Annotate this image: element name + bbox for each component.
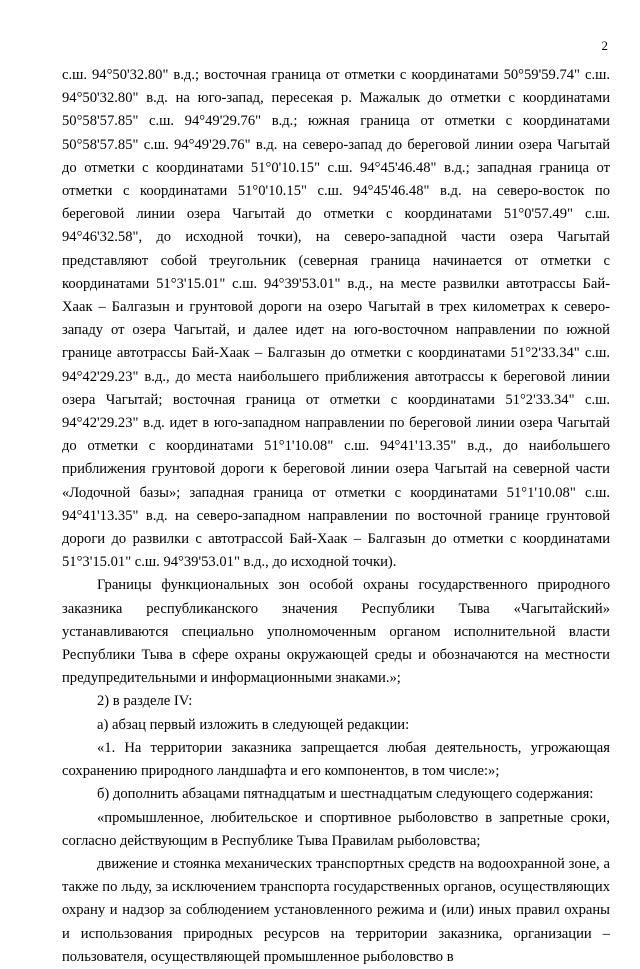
paragraph-add-abzatsy: б) дополнить абзацами пятнадцатым и шестнадцатым следующего содержания: bbox=[97, 786, 594, 803]
paragraph-amend-first: а) абзац первый изложить в следующей редакции: bbox=[97, 716, 410, 733]
paragraph-fishing: «промышленное, любительское и спортивное рыболовство в запретные сроки, согласно действующим в Республике Тыва Правилам рыболовства; bbox=[62, 809, 610, 849]
paragraph-zone-boundaries: Границы функциональных зон особой охраны государственного природного заказника республиканского значения Республики Тыва «Чагытайский» устанавливаются специально уполномоченным органом исполнительной власти Республики Тыва в сфере охраны окружающей среды и обозначаются на местности предупредительными и информационными знаками.»; bbox=[62, 577, 610, 687]
paragraph-boundaries-description: с.ш. 94°50'32.80" в.д.; восточная граница от отметки с координатами 50°59'59.74" с.ш. 94°50'32.80" в.д. на юго-запад, пересекая р. Мажалык до отметки с координатами 50°58'57.85" с.ш. 94°49'29.76" в.д.; южная граница от отметки с координатами 50°58'57.85" с.ш. 94°49'29.76" в.д. на северо-запад до береговой линии озера Чагытай до отметки с координатами 51°0'10.15" с.ш. 94°45'46.48" в.д.; западная граница от отметки с координатами 51°0'10.15" с.ш. 94°45'46.48" в.д. на северо-восток по береговой линии озера Чагытай до отметки с координатами 51°0'57.49" с.ш. 94°46'32.58", до исходной точки), на северо-западной части озера Чагытай представляют собой треугольник (северная граница начинается от отметки с координатами 51°3'15.01" с.ш. 94°39'53.01" в.д., на месте развилки автотрассы Бай-Хаак – Балгазын и грунтовой дороги на озеро Чагытай в трех километрах к северо-западу от озера Чагытай, и далее идет на юго-восточном направлении по южной границе автотрассы Бай-Хаак – Балгазын до отметки с координатами 51°2'33.34" с.ш. 94°42'29.23" в.д., до места наибольшего приближения автотрассы к береговой линии озера Чагытай; восточная граница от отметки с координатами 51°2'33.34" с.ш. 94°42'29.23" в.д. идет в юго-западном направлении по береговой линии озера Чагытай до отметки с координатами 51°1'10.08" с.ш. 94°41'13.35" в.д., до наибольшего приближения грунтовой дороги к береговой линии озера Чагытай на северной части «Лодочной базы»; западная граница от отметки с координатами 51°1'10.08" с.ш. 94°41'13.35" в.д. на северо-западном направлении по восточной границе грунтовой дороги до развилки с автотрассой Бай-Хаак – Балгазын до отметки с координатами 51°3'15.01" с.ш. 94°39'53.01" в.д., до исходной точки). bbox=[62, 67, 610, 571]
document-body bbox=[62, 64, 610, 969]
paragraph-vehicles: движение и стоянка механических транспортных средств на водоохранной зоне, а также по льду, за исключением транспорта государственных органов, осуществляющих охрану и надзор за соблюдением установленного режима и (или) иных правил охраны и использования природных ресурсов на территории заказника, организации – пользователя, осуществляющей промышленное рыболовство в bbox=[62, 855, 610, 965]
paragraph-prohibition: «1. На территории заказника запрещается любая деятельность, угрожающая сохранению природного ландшафта и его компонентов, в том числе:»; bbox=[62, 739, 610, 780]
paragraph-section-iv: 2) в разделе IV: bbox=[97, 693, 193, 710]
page-number: 2 bbox=[601, 38, 608, 53]
